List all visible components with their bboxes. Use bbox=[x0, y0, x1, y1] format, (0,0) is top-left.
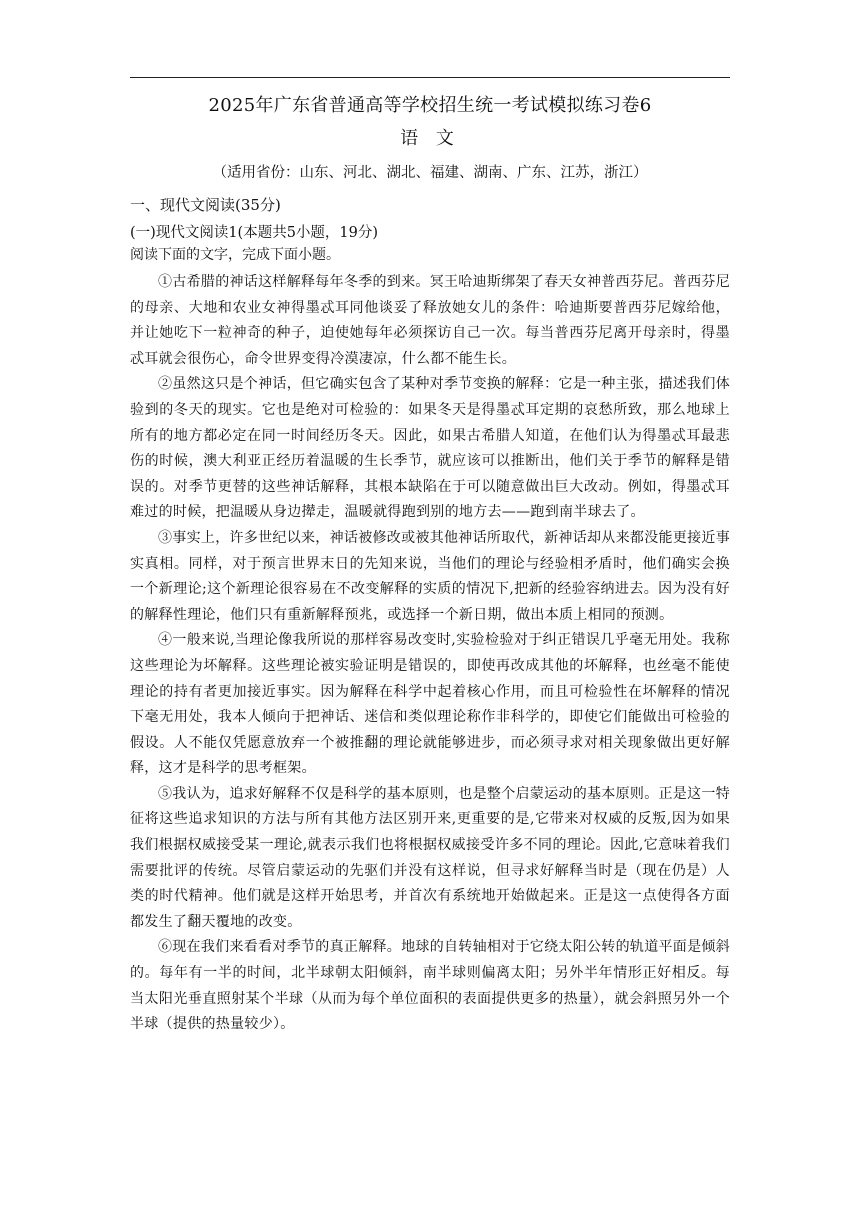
paragraph-5: ⑤我认为，追求好解释不仅是科学的基本原则，也是整个启蒙运动的基本原则。正是这一特征将这些追求知识的方法与所有其他方法区别开来,更重要的是,它带来对权威的反叛,因为如果我们根据权威接受某一理论,就表示我们也将根据权威接受许多不同的理论。因此,它意味着我们需要批评的传统。尽管启蒙运动的先驱们并没有这样说，但寻求好解释当时是（现在仍是）人类的时代精神。他们就是这样开始思考，并首次有系统地开始做起来。正是这一点使得各方面都发生了翻天覆地的改变。 bbox=[130, 785, 730, 930]
exam-title: 2025年广东省普通高等学校招生统一考试模拟练习卷6 bbox=[208, 95, 652, 116]
applicable-provinces: （适用省份：山东、河北、湖北、福建、湖南、广东、江苏，浙江） bbox=[212, 165, 648, 181]
paragraph-6: ⑥现在我们来看看对季节的真正解释。地球的自转轴相对于它绕太阳公转的轨道平面是倾斜的。每年有一半的时间，北半球朝太阳倾斜，南半球则偏离太阳；另外半年情形正好相反。每当太阳光垂直照射某个半球（从而为每个单位面积的表面提供更多的热量），就会斜照另外一个半球（提供的热量较少）。 bbox=[130, 939, 730, 1033]
paragraph-2: ②虽然这只是个神话，但它确实包含了某种对季节变换的解释：它是一种主张，描述我们体验到的冬天的现实。它也是绝对可检验的：如果冬天是得墨忒耳定期的哀愁所致，那么地球上所有的地方都必定在同一时间经历冬天。因此，如果古希腊人知道，在他们认为得墨忒耳最悲伤的时候，澳大利亚正经历着温暖的生长季节，就应该可以推断出，他们关于季节的解释是错误的。对季节更替的这些神话解释，其根本缺陷在于可以随意做出巨大改动。例如，得墨忒耳难过的时候，把温暖从身边撵走，温暖就得跑到别的地方去——跑到南半球去了。 bbox=[130, 376, 730, 521]
header-rule bbox=[130, 77, 730, 78]
paragraph-4: ④一般来说,当理论像我所说的那样容易改变时,实验检验对于纠正错误几乎毫无用处。我称这些理论为坏解释。这些理论被实验证明是错误的，即使再改成其他的坏解释，也丝毫不能使理论的持有者更加接近事实。因为解释在科学中起着核心作用，而且可检验性在坏解释的情况下毫无用处，我本人倾向于把神话、迷信和类似理论称作非科学的，即使它们能做出可检验的假设。人不能仅凭愿意放弃一个被推翻的理论就能够进步，而必须寻求对相关现象做出更好解释，这才是科学的思考框架。 bbox=[130, 632, 730, 777]
paragraph-3: ③事实上，许多世纪以来，神话被修改或被其他神话所取代，新神话却从来都没能更接近事实真相。同样，对于预言世界末日的先知来说，当他们的理论与经验相矛盾时，他们确实会换一个新理论;这个新理论很容易在不改变解释的实质的情况下,把新的经验容纳进去。因为没有好的解释性理论，他们只有重新解释预兆，或选择一个新日期，做出本质上相同的预测。 bbox=[130, 529, 730, 623]
subsection-heading: (一)现代文阅读1(本题共5小题，19分) bbox=[130, 225, 379, 241]
subject-title: 语 文 bbox=[400, 128, 460, 149]
section-heading: 一、现代文阅读(35分) bbox=[130, 196, 281, 214]
reading-instruction: 阅读下面的文字，完成下面小题。 bbox=[130, 247, 340, 263]
paragraph-1: ①古希腊的神话这样解释每年冬季的到来。冥王哈迪斯绑架了春天女神普西芬尼。普西芬尼的母亲、大地和农业女神得墨忒耳同他谈妥了释放她女儿的条件：哈迪斯要普西芬尼嫁给他，并让她吃下一粒神奇的种子，迫使她每年必须探访自己一次。每当普西芬尼离开母亲时，得墨忒耳就会很伤心，命令世界变得冷漠凄凉，什么都不能生长。 bbox=[130, 274, 730, 367]
reading-passage bbox=[130, 270, 730, 1038]
